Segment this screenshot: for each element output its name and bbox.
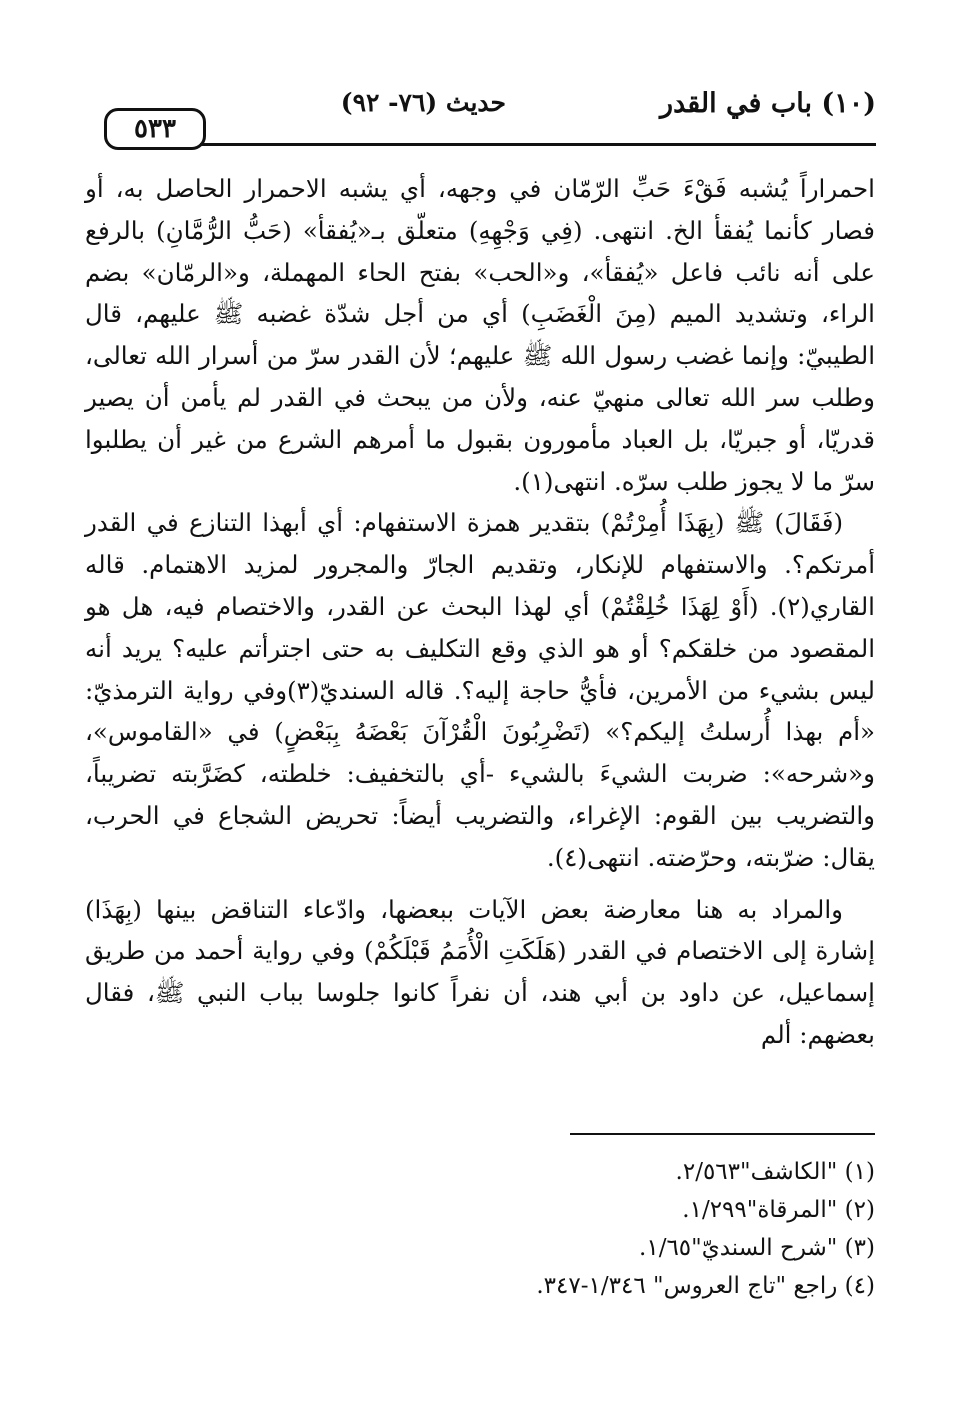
header-rule <box>200 143 876 146</box>
footnote-1: (١) "الكاشف"٢/٥٦٣. <box>675 1159 875 1185</box>
footnote-separator <box>570 1133 875 1135</box>
footnote-2: (٢) "المرقاة"١/٢٩٩. <box>682 1197 875 1223</box>
main-text <box>85 168 875 1056</box>
hadith-range: حديث (٧٦- ٩٢) <box>340 88 506 117</box>
paragraph-1: احمراراً يُشبه فَقْءَ حَبِّ الرّمّان في وجهه، أي يشبه الاحمرار الحاصل به، أو فصار كأنما يُفقأ الخ. انتهى. (فِي وَجْهِهِ) متعلّق بـ«يُفقأ» (حَبُّ الرُّمَّانِ) بالرفع على أنه نائب فاعل «يُفقأ»، و«الحب» بفتح الحاء المهملة، و«الرمّان» بضم الراء، وتشديد الميم (مِنَ الْغَضَبِ) أي من أجل شدّة غضبه ﷺ عليهم، قال الطيبيّ: وإنما غضب رسول الله ﷺ عليهم؛ لأن القدر سرّ من أسرار الله تعالى، وطلب سر الله تعالى منهيّ عنه، ولأن من يبحث في القدر لم يأمن أن يصير قدريّا، أو جبريّا، بل العباد مأمورون بقبول ما أمرهم الشرع من غير أن يطلبوا سرّ ما لا يجوز طلب سرّه. انتهى(١). <box>85 174 875 496</box>
chapter-title: (١٠) باب في القدر <box>660 88 876 119</box>
footnote-4: (٤) راجع "تاج العروس" ١/٣٤٦-٣٤٧. <box>536 1273 875 1299</box>
footnotes <box>300 1153 875 1305</box>
page-header <box>110 78 876 148</box>
page-number: ٥٣٣ <box>104 108 206 150</box>
paragraph-2: (فَقَالَ) ﷺ (بِهَذَا أُمِرْتُمْ) بتقدير همزة الاستفهام: أي أبهذا التنازع في القدر أمرتكم؟. والاستفهام للإنكار، وتقديم الجارّ والمجرور لمزيد الاهتمام. قاله القاري(٢). (أَوْ لِهَذَا خُلِقْتُمْ) أي لهذا البحث عن القدر، والاختصام فيه، هل هو المقصود من خلقكم؟ أو هو الذي وقع التكليف به حتى اجترأتم عليه؟ يريد أنه ليس بشيء من الأمرين، فأيُّ حاجة إليه؟. قاله السنديّ(٣)وفي رواية الترمذيّ: «أم بهذا أُرسلتُ إليكم؟» (تَضْرِبُونَ الْقُرْآنَ بَعْضَهُ بِبَعْضٍ) في «القاموس»، و«شرحه»: ضربت الشيءَ بالشيء -أي بالتخفيف: خلطته، كضَرَّبته تضريباً، والتضريب بين القوم: الإغراء، والتضريب أيضاً: تحريض الشجاع في الحرب، يقال: ضرّبته، وحرّضته. انتهى(٤). <box>85 508 876 872</box>
paragraph-3: والمراد به هنا معارضة بعض الآيات ببعضها، وادّعاء التناقض بينها (بِهَذَا) إشارة إلى الاختصام في القدر (هَلَكَتِ الْأُمَمُ قَبْلَكُمْ) وفي رواية أحمد من طريق إسماعيل، عن داود بن أبي هند، أن نفراً كانوا جلوسا بباب النبي ﷺ، فقال بعضهم: ألم <box>85 894 875 1049</box>
footnote-3: (٣) "شرح السنديّ"١/٦٥. <box>639 1235 875 1261</box>
